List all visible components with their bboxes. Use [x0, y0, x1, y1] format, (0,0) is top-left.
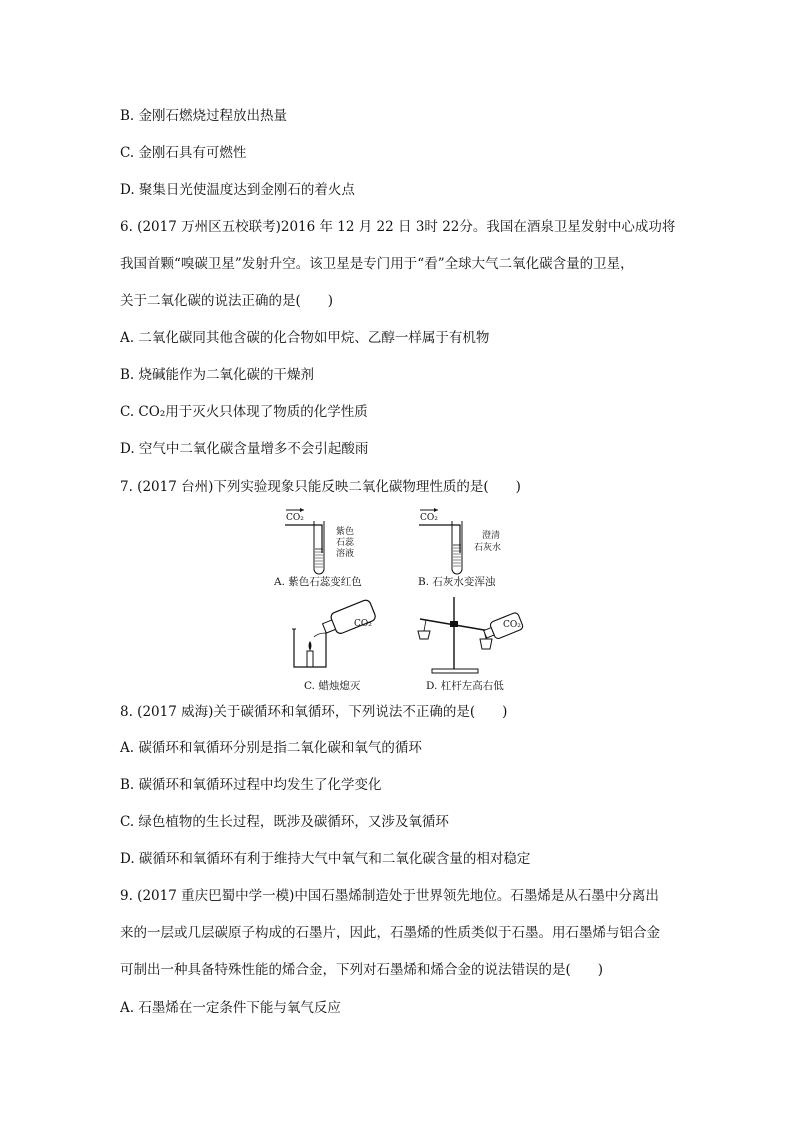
question-9-line-2: 来的一层或几层碳原子构成的石墨片，因此，石墨烯的性质类似于石墨。用石墨烯与铝合金: [120, 925, 660, 941]
option-5c: C. 金刚石具有可燃性: [120, 145, 247, 161]
option-8b: B. 碳循环和氧循环过程中均发生了化学变化: [120, 777, 382, 793]
option-6c: C. CO₂用于灭火只体现了物质的化学性质: [120, 404, 368, 420]
question-8: 8. (2017 威海)关于碳循环和氧循环，下列说法不正确的是( ): [120, 704, 508, 720]
option-8d: D. 碳循环和氧循环有利于维持大气中氧气和二氧化碳含量的相对稳定: [120, 851, 531, 867]
option-6b: B. 烧碱能作为二氧化碳的干燥剂: [120, 367, 315, 383]
option-6a: A. 二氧化碳同其他含碳的化合物如甲烷、乙醇一样属于有机物: [120, 330, 490, 346]
liquid-label-a-1: 紫色: [336, 527, 355, 537]
caption-b: B. 石灰水变浑浊: [418, 576, 496, 588]
question-6-line-1: 6. (2017 万州区五校联考)2016 年 12 月 22 日 3时 22分。我国在酒泉卫星发射中心成功将: [120, 219, 676, 235]
test-tube-a-drawing: [260, 503, 400, 583]
experiment-figure: [260, 503, 560, 695]
co2-label-b: CO₂: [420, 513, 438, 523]
option-5b: B. 金刚石燃烧过程放出热量: [120, 108, 288, 124]
question-9-line-1: 9. (2017 重庆巴蜀中学一模)中国石墨烯制造处于世界领先地位。石墨烯是从石墨中分离出: [120, 888, 659, 904]
co2-label-d: CO₂: [503, 620, 521, 630]
liquid-label-b-2: 石灰水: [474, 543, 502, 553]
question-6-line-3: 关于二氧化碳的说法正确的是( ): [120, 293, 334, 309]
caption-c: C. 蜡烛熄灭: [304, 680, 361, 692]
beaker-candle-drawing: [280, 599, 390, 671]
option-8a: A. 碳循环和氧循环分别是指二氧化碳和氧气的循环: [120, 740, 422, 756]
option-5d: D. 聚集日光使温度达到金刚石的着火点: [120, 182, 355, 198]
option-8c: C. 绿色植物的生长过程，既涉及碳循环，又涉及氧循环: [120, 814, 449, 830]
question-6-line-2: 我国首颗“嗅碳卫星”发射升空。该卫星是专门用于“看”全球大气二氧化碳含量的卫星，: [120, 256, 634, 272]
option-9a: A. 石墨烯在一定条件下能与氧气反应: [120, 1000, 341, 1016]
co2-label-a: CO₂: [286, 513, 304, 523]
option-6d: D. 空气中二氧化碳含量增多不会引起酸雨: [120, 441, 369, 457]
liquid-label-a-3: 溶液: [336, 549, 355, 559]
caption-d: D. 杠杆左高右低: [426, 680, 504, 692]
caption-a: A. 紫色石蕊变红色: [274, 576, 362, 588]
question-9-line-3: 可制出一种具备特殊性能的烯合金，下列对石墨烯和烯合金的说法错误的是( ): [120, 962, 604, 978]
liquid-label-b-1: 澄清: [482, 531, 501, 541]
liquid-label-a-2: 石蕊: [336, 538, 355, 548]
co2-label-c: CO₂: [354, 619, 372, 629]
question-7: 7. (2017 台州)下列实验现象只能反映二氧化碳物理性质的是( ): [120, 479, 521, 495]
lever-drawing: [410, 593, 525, 675]
